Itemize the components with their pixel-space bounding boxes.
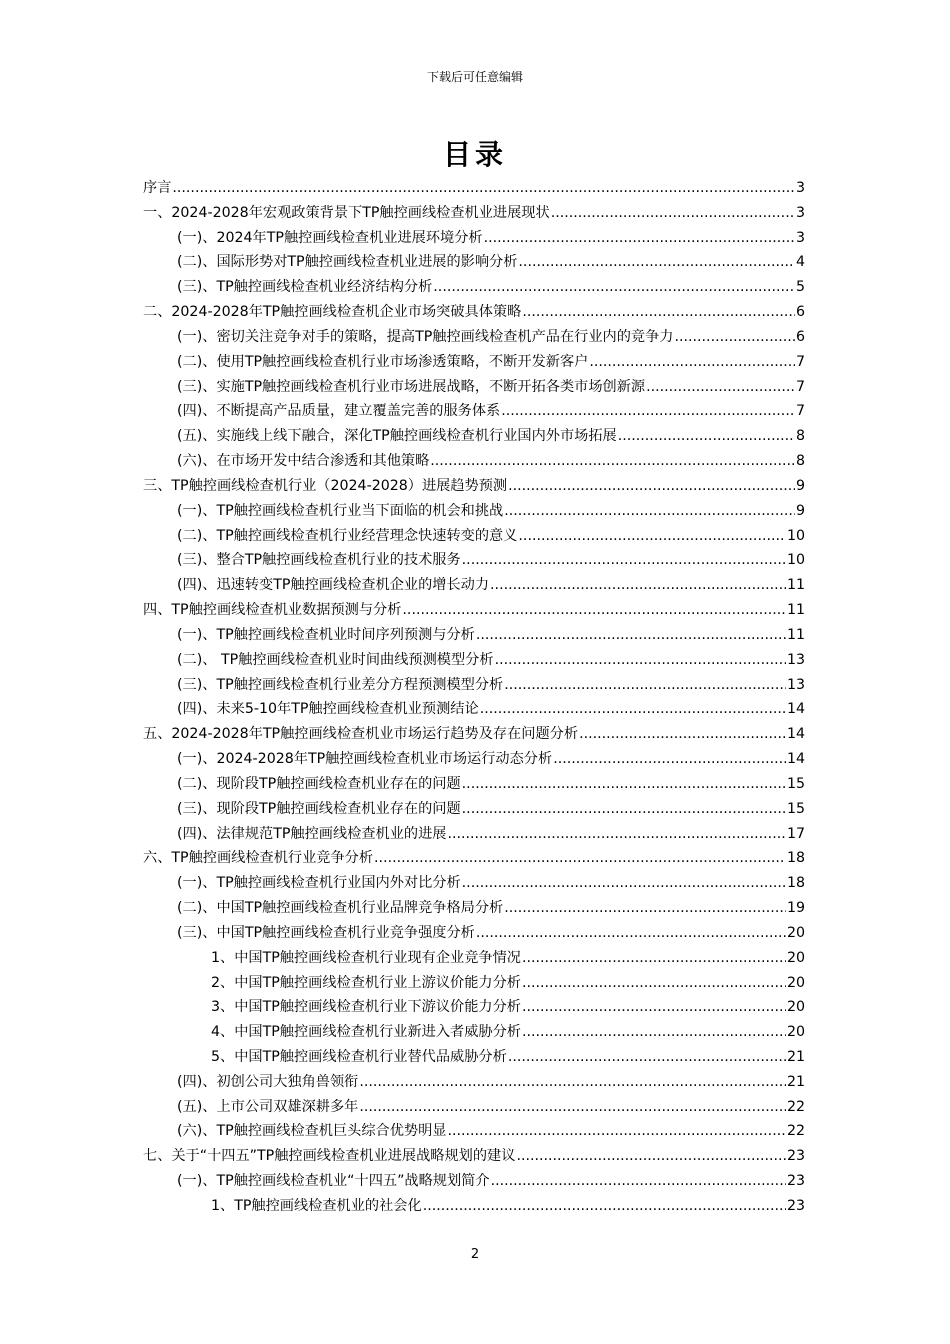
toc-entry[interactable] xyxy=(143,648,805,673)
toc-dot-leader xyxy=(522,946,786,971)
toc-entry[interactable] xyxy=(143,300,805,325)
toc-entry-page: 7 xyxy=(795,353,805,370)
toc-entry[interactable] xyxy=(143,499,805,524)
toc-entry[interactable] xyxy=(143,673,805,698)
toc-entry-text: (一)、TP触控画线检查机行业当下面临的机会和挑战 xyxy=(177,502,504,519)
toc-entry[interactable] xyxy=(143,797,805,822)
toc-entry[interactable] xyxy=(143,772,805,797)
toc-entry-text: (二)、 TP触控画线检查机业时间曲线预测模型分析 xyxy=(177,651,494,668)
toc-dot-leader xyxy=(359,1095,786,1120)
toc-entry[interactable] xyxy=(143,1095,805,1120)
toc-entry[interactable] xyxy=(143,946,805,971)
toc-entry-text: (三)、整合TP触控画线检查机行业的技术服务 xyxy=(177,552,461,569)
toc-entry-text: (四)、迅速转变TP触控画线检查机企业的增长动力 xyxy=(177,577,490,594)
toc-entry-page: 11 xyxy=(786,626,805,643)
toc-entry[interactable] xyxy=(143,399,805,424)
toc-dot-leader xyxy=(518,524,786,549)
toc-dot-leader xyxy=(516,1144,786,1169)
toc-entry[interactable] xyxy=(143,1045,805,1070)
toc-dot-leader xyxy=(504,499,795,524)
toc-dot-leader xyxy=(462,871,786,896)
toc-entry-page: 15 xyxy=(786,800,805,817)
toc-entry-text: (四)、未来5-10年TP触控画线检查机业预测结论 xyxy=(177,701,479,718)
toc-entry[interactable] xyxy=(143,275,805,300)
toc-entry[interactable] xyxy=(143,424,805,449)
toc-dot-leader xyxy=(551,201,795,226)
toc-entry-text: 七、关于“十四五”TP触控画线检查机业进展战略规划的建议 xyxy=(143,1148,516,1165)
toc-entry-page: 6 xyxy=(795,328,805,345)
toc-dot-leader xyxy=(402,598,786,623)
toc-entry-page: 3 xyxy=(795,229,805,246)
toc-entry[interactable] xyxy=(143,722,805,747)
toc-dot-leader xyxy=(447,1119,785,1144)
toc-dot-leader xyxy=(522,1020,786,1045)
toc-entry-text: (一)、TP触控画线检查机业“十四五”战略规划简介 xyxy=(177,1173,490,1190)
toc-entry[interactable] xyxy=(143,921,805,946)
toc-entry-page: 10 xyxy=(786,552,805,569)
toc-entry[interactable] xyxy=(143,375,805,400)
toc-dot-leader xyxy=(579,722,786,747)
toc-entry-page: 20 xyxy=(786,924,805,941)
toc-entry-text: (三)、现阶段TP触控画线检查机业存在的问题 xyxy=(177,800,461,817)
toc-entry[interactable] xyxy=(143,226,805,251)
toc-entry[interactable] xyxy=(143,971,805,996)
toc-entry[interactable] xyxy=(143,1070,805,1095)
toc-entry-page: 23 xyxy=(786,1148,805,1165)
toc-entry-text: (六)、TP触控画线检查机巨头综合优势明显 xyxy=(177,1123,447,1140)
toc-dot-leader xyxy=(504,896,786,921)
toc-entry-text: (一)、2024-2028年TP触控画线检查机业市场运行动态分析 xyxy=(177,751,553,768)
toc-entry-page: 22 xyxy=(786,1098,805,1115)
toc-entry-text: (三)、TP触控画线检查机行业差分方程预测模型分析 xyxy=(177,676,504,693)
toc-entry[interactable] xyxy=(143,846,805,871)
toc-dot-leader xyxy=(423,1194,786,1219)
toc-entry-text: (二)、使用TP触控画线检查机行业市场渗透策略，不断开发新客户 xyxy=(177,353,589,370)
toc-entry-page: 22 xyxy=(786,1123,805,1140)
toc-entry-text: 1、中国TP触控画线检查机行业现有企业竞争情况 xyxy=(211,949,521,966)
toc-dot-leader xyxy=(462,772,786,797)
toc-entry-page: 6 xyxy=(795,304,805,321)
toc-entry-text: 三、TP触控画线检查机行业（2024-2028）进展趋势预测 xyxy=(143,477,508,494)
toc-entry-page: 9 xyxy=(795,502,805,519)
toc-dot-leader xyxy=(480,697,786,722)
toc-dot-leader xyxy=(618,424,795,449)
toc-entry-page: 11 xyxy=(786,577,805,594)
toc-entry-page: 3 xyxy=(795,180,805,196)
toc-entry-text: 2、中国TP触控画线检查机行业上游议价能力分析 xyxy=(211,974,521,991)
toc-entry-text: (二)、中国TP触控画线检查机行业品牌竞争格局分析 xyxy=(177,900,504,917)
toc-dot-leader xyxy=(172,176,795,201)
header-note: 下载后可任意编辑 xyxy=(426,70,523,84)
toc-entry[interactable] xyxy=(143,598,805,623)
toc-entry-page: 20 xyxy=(786,1024,805,1041)
toc-dot-leader xyxy=(646,375,795,400)
toc-entry-text: (三)、中国TP触控画线检查机行业竞争强度分析 xyxy=(177,924,475,941)
toc-dot-leader xyxy=(374,846,786,871)
toc-entry-text: (五)、实施线上线下融合，深化TP触控画线检查机行业国内外市场拓展 xyxy=(177,428,617,445)
toc-dot-leader xyxy=(476,921,786,946)
toc-dot-leader xyxy=(589,350,795,375)
toc-entry-page: 19 xyxy=(786,900,805,917)
toc-entry[interactable] xyxy=(143,896,805,921)
toc-entry-page: 14 xyxy=(786,726,805,743)
toc-entry-page: 18 xyxy=(786,875,805,892)
toc-dot-leader xyxy=(491,1169,786,1194)
toc-entry[interactable] xyxy=(143,1169,805,1194)
toc-entry[interactable] xyxy=(143,995,805,1020)
toc-dot-leader xyxy=(359,1070,786,1095)
toc-entry[interactable] xyxy=(143,325,805,350)
toc-entry-text: (一)、TP触控画线检查机业时间序列预测与分析 xyxy=(177,626,475,643)
toc-dot-leader xyxy=(430,449,795,474)
toc-dot-leader xyxy=(462,548,786,573)
toc-entry-page: 14 xyxy=(786,701,805,718)
toc-entry[interactable] xyxy=(143,548,805,573)
toc-entry-text: 5、中国TP触控画线检查机行业替代品威胁分析 xyxy=(211,1048,507,1065)
toc-dot-leader xyxy=(476,623,786,648)
toc-entry-text: 四、TP触控画线检查机业数据预测与分析 xyxy=(143,602,402,619)
toc-entry-text: (五)、上市公司双雄深耕多年 xyxy=(177,1098,359,1115)
toc-entry[interactable] xyxy=(143,524,805,549)
toc-entry-text: (四)、不断提高产品质量，建立覆盖完善的服务体系 xyxy=(177,403,501,420)
toc-entry-text: (二)、TP触控画线检查机行业经营理念快速转变的意义 xyxy=(177,527,518,544)
toc-dot-leader xyxy=(508,474,795,499)
toc-entry[interactable] xyxy=(143,1194,805,1219)
toc-dot-leader xyxy=(674,325,794,350)
toc-entry[interactable] xyxy=(143,474,805,499)
toc-entry-page: 9 xyxy=(795,477,805,494)
toc-entry[interactable] xyxy=(143,250,805,275)
toc-entry-text: (一)、密切关注竞争对手的策略，提高TP触控画线检查机产品在行业内的竞争力 xyxy=(177,328,674,345)
toc-dot-leader xyxy=(433,275,795,300)
toc-dot-leader xyxy=(495,648,786,673)
toc-entry[interactable] xyxy=(143,871,805,896)
toc-entry-page: 14 xyxy=(786,751,805,768)
toc-entry-page: 4 xyxy=(795,254,805,271)
toc-entry-page: 17 xyxy=(786,825,805,842)
toc-entry-text: (一)、2024年TP触控画线检查机业进展环境分析 xyxy=(177,229,483,246)
toc-entry-page: 13 xyxy=(786,651,805,668)
page-number: 2 xyxy=(470,1247,480,1262)
toc-entry[interactable] xyxy=(143,1119,805,1144)
toc-dot-leader xyxy=(462,797,786,822)
toc-dot-leader xyxy=(508,1045,786,1070)
toc-dot-leader xyxy=(522,300,795,325)
toc-dot-leader xyxy=(522,995,786,1020)
toc-entry-page: 18 xyxy=(786,850,805,867)
toc-entry-text: 五、2024-2028年TP触控画线检查机业市场运行趋势及存在问题分析 xyxy=(143,726,579,743)
toc-entry[interactable] xyxy=(143,697,805,722)
toc-entry-page: 13 xyxy=(786,676,805,693)
toc-entry-text: (二)、国际形势对TP触控画线检查机业进展的影响分析 xyxy=(177,254,518,271)
toc-entry-page: 8 xyxy=(795,428,805,445)
toc-entry[interactable] xyxy=(143,449,805,474)
toc-entry-page: 7 xyxy=(795,378,805,395)
toc-entry-page: 5 xyxy=(795,279,805,296)
toc-entry-page: 3 xyxy=(795,204,805,221)
toc-entry-text: (六)、在市场开发中结合渗透和其他策略 xyxy=(177,453,430,470)
toc-entry[interactable] xyxy=(143,350,805,375)
toc-entry[interactable] xyxy=(143,201,805,226)
toc-entry-text: 序言 xyxy=(143,180,172,196)
toc-entry-page: 11 xyxy=(786,602,805,619)
toc-entry-text: 1、TP触控画线检查机业的社会化 xyxy=(211,1197,422,1214)
toc-entry-page: 10 xyxy=(786,527,805,544)
toc-entry-text: 二、2024-2028年TP触控画线检查机企业市场突破具体策略 xyxy=(143,304,522,321)
toc-entry[interactable] xyxy=(143,1144,805,1169)
toc-entry-text: 一、2024-2028年宏观政策背景下TP触控画线检查机业进展现状 xyxy=(143,204,550,221)
toc-entry-page: 21 xyxy=(786,1048,805,1065)
toc-dot-leader xyxy=(522,971,786,996)
toc-entry-page: 20 xyxy=(786,999,805,1016)
toc-entry[interactable] xyxy=(143,822,805,847)
toc-entry-text: 4、中国TP触控画线检查机行业新进入者威胁分析 xyxy=(211,1024,521,1041)
toc-entry-text: (三)、实施TP触控画线检查机行业市场进展战略，不断开拓各类市场创新源 xyxy=(177,378,646,395)
toc-dot-leader xyxy=(447,822,785,847)
toc-dot-leader xyxy=(490,573,786,598)
toc-entry-page: 23 xyxy=(786,1173,805,1190)
toc-entry-text: (四)、法律规范TP触控画线检查机业的进展 xyxy=(177,825,447,842)
toc-title: 目录 xyxy=(442,138,507,171)
toc-dot-leader xyxy=(501,399,795,424)
toc-entry-page: 15 xyxy=(786,775,805,792)
toc-dot-leader xyxy=(553,747,786,772)
toc-entry-page: 23 xyxy=(786,1197,805,1214)
toc-entry[interactable] xyxy=(143,176,805,201)
toc-entry-page: 8 xyxy=(795,453,805,470)
table-of-contents xyxy=(143,176,805,1219)
toc-entry-page: 21 xyxy=(786,1073,805,1090)
toc-entry-text: 六、TP触控画线检查机行业竞争分析 xyxy=(143,850,374,867)
toc-entry-page: 7 xyxy=(795,403,805,420)
toc-entry[interactable] xyxy=(143,623,805,648)
toc-entry[interactable] xyxy=(143,1020,805,1045)
toc-entry-text: 3、中国TP触控画线检查机行业下游议价能力分析 xyxy=(211,999,521,1016)
toc-entry-text: (一)、TP触控画线检查机行业国内外对比分析 xyxy=(177,875,461,892)
toc-entry[interactable] xyxy=(143,573,805,598)
toc-entry-text: (四)、初创公司大独角兽领衔 xyxy=(177,1073,359,1090)
toc-entry-page: 20 xyxy=(786,974,805,991)
toc-dot-leader xyxy=(484,226,795,251)
toc-dot-leader xyxy=(504,673,786,698)
toc-dot-leader xyxy=(518,250,795,275)
toc-entry-page: 20 xyxy=(786,949,805,966)
toc-entry-text: (三)、TP触控画线检查机业经济结构分析 xyxy=(177,279,433,296)
toc-entry[interactable] xyxy=(143,747,805,772)
toc-entry-text: (二)、现阶段TP触控画线检查机业存在的问题 xyxy=(177,775,461,792)
